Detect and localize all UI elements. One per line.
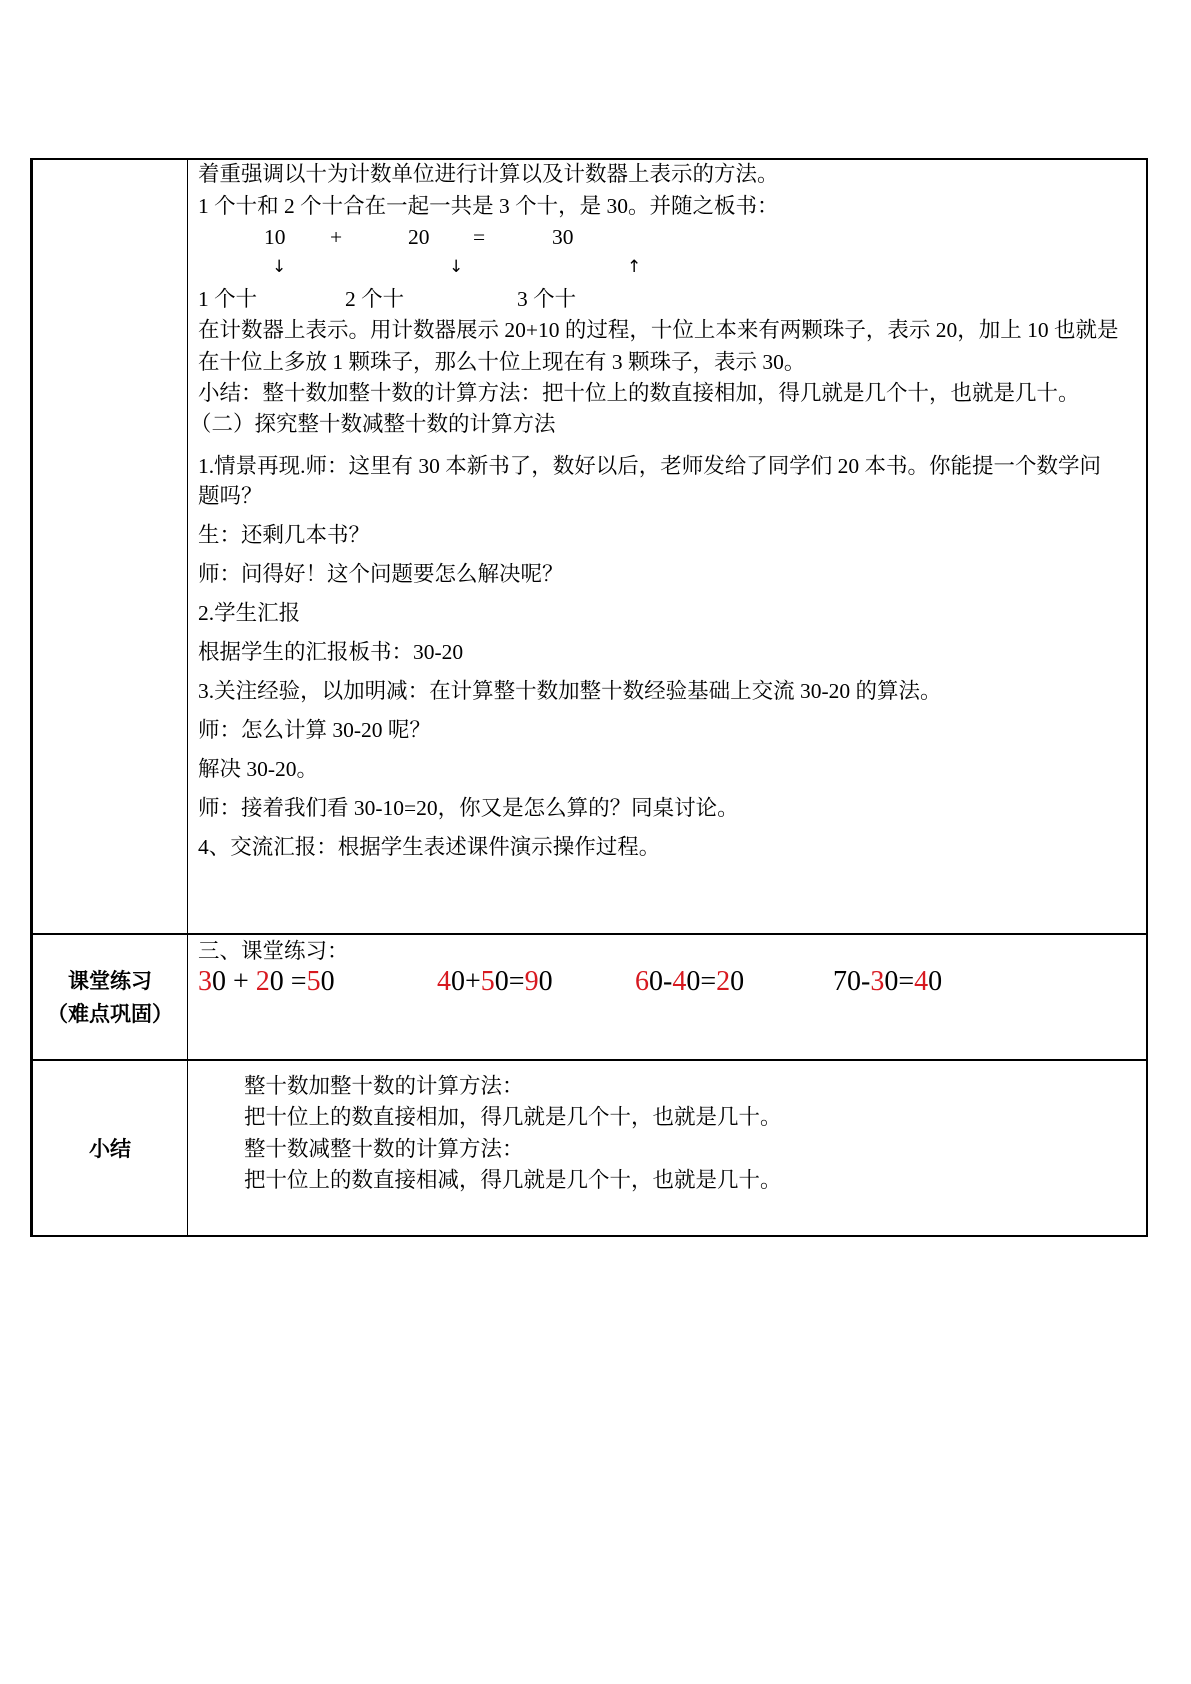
practice-label: 课堂练习 <box>68 970 152 993</box>
equation-segment: 4 <box>437 966 451 997</box>
equation-segment: 6 <box>635 966 649 997</box>
arrow-up-icon: ↑ <box>627 257 642 277</box>
process-line: 师：接着我们看 30-10=20，你又是怎么算的？同桌讨论。 <box>198 796 739 820</box>
arrow-down-icon: ↓ <box>449 257 464 277</box>
summary-content-cell <box>187 1059 1148 1237</box>
process-line: 1.情景再现.师：这里有 30 本新书了，数好以后，老师发给了同学们 20 本书。你能提一个数学问 <box>198 454 1102 478</box>
board-label: 1 个十 <box>198 287 258 311</box>
process-line: 在十位上多放 1 颗珠子，那么十位上现在有 3 颗珠子，表示 30。 <box>198 350 806 374</box>
equation-segment: 0 = <box>269 966 307 997</box>
equation-segment: 4 <box>672 966 687 997</box>
practice-equation-3 <box>635 966 744 998</box>
equation-segment: 5 <box>306 966 321 997</box>
process-line: 小结：整十数加整十数的计算方法：把十位上的数直接相加，得几就是几个十，也就是几十。 <box>198 381 1080 405</box>
process-line: 根据学生的汇报板书：30-20 <box>198 640 464 664</box>
practice-equation-4 <box>833 966 942 998</box>
process-line: 3.关注经验，以加明减：在计算整十数加整十数经验基础上交流 30-20 的算法。 <box>198 679 942 703</box>
summary-line: 整十数减整十数的计算方法： <box>244 1137 524 1161</box>
equation-segment: 9 <box>524 966 539 997</box>
process-line: 在计数器上表示。用计数器展示 20+10 的过程，十位上本来有两颗珠子，表示 20，加上 10 也就是 <box>198 318 1119 342</box>
board-operator: = <box>473 225 486 249</box>
practice-equation-1 <box>198 966 335 998</box>
board-number: 10 <box>264 225 286 249</box>
summary-line: 整十数加整十数的计算方法： <box>244 1074 524 1098</box>
equation-segment: 0= <box>494 966 525 997</box>
summary-label: 小结 <box>89 1138 131 1161</box>
equation-segment: 0 + <box>212 966 256 997</box>
section-heading: （二）探究整十数减整十数的计算方法 <box>190 412 556 436</box>
equation-segment: 4 <box>914 966 929 997</box>
equation-segment: 0- <box>649 966 673 997</box>
equation-segment: 2 <box>716 966 731 997</box>
practice-equation-2 <box>437 966 553 998</box>
process-line: 师：怎么计算 30-20 呢？ <box>198 718 431 742</box>
summary-line: 把十位上的数直接相减，得几就是几个十，也就是几十。 <box>244 1168 782 1192</box>
equation-segment: 0 <box>320 966 335 997</box>
process-line: 师：问得好！这个问题要怎么解决呢？ <box>198 562 564 586</box>
practice-content-cell <box>187 933 1148 1059</box>
equation-segment: 0+ <box>451 966 481 997</box>
summary-label-cell <box>30 1059 187 1237</box>
practice-heading: 三、课堂练习： <box>198 939 349 963</box>
process-line: 1 个十和 2 个十合在一起一共是 3 个十，是 30。并随之板书： <box>198 194 779 218</box>
equation-segment: 0= <box>686 966 717 997</box>
process-line: 着重强调以十为计数单位进行计算以及计数器上表示的方法。 <box>198 162 779 186</box>
equation-segment: 0 <box>730 966 745 997</box>
process-line: 解决 30-20。 <box>198 757 319 781</box>
equation-segment: 2 <box>255 966 270 997</box>
equation-segment: 3 <box>870 966 885 997</box>
board-number: 30 <box>552 225 574 249</box>
equation-segment: 5 <box>480 966 495 997</box>
board-label: 3 个十 <box>517 287 577 311</box>
process-line: 生：还剩几本书？ <box>198 523 371 547</box>
equation-segment: 0 <box>928 966 943 997</box>
equation-segment: 70- <box>833 966 871 997</box>
process-line: 2.学生汇报 <box>198 601 301 625</box>
equation-segment: 3 <box>198 966 212 997</box>
process-line: 题吗？ <box>198 484 263 508</box>
arrow-down-icon: ↓ <box>272 257 287 277</box>
practice-label-cell <box>30 933 187 1059</box>
process-label-cell <box>30 158 187 933</box>
board-label: 2 个十 <box>345 287 405 311</box>
equation-segment: 0= <box>884 966 915 997</box>
board-operator: + <box>330 225 343 249</box>
board-number: 20 <box>408 225 430 249</box>
equation-segment: 0 <box>538 966 553 997</box>
practice-sublabel: （难点巩固） <box>47 1003 173 1026</box>
process-line: 4、交流汇报：根据学生表述课件演示操作过程。 <box>198 835 661 859</box>
process-content-cell <box>187 158 1148 933</box>
summary-line: 把十位上的数直接相加，得几就是几个十，也就是几十。 <box>244 1105 782 1129</box>
